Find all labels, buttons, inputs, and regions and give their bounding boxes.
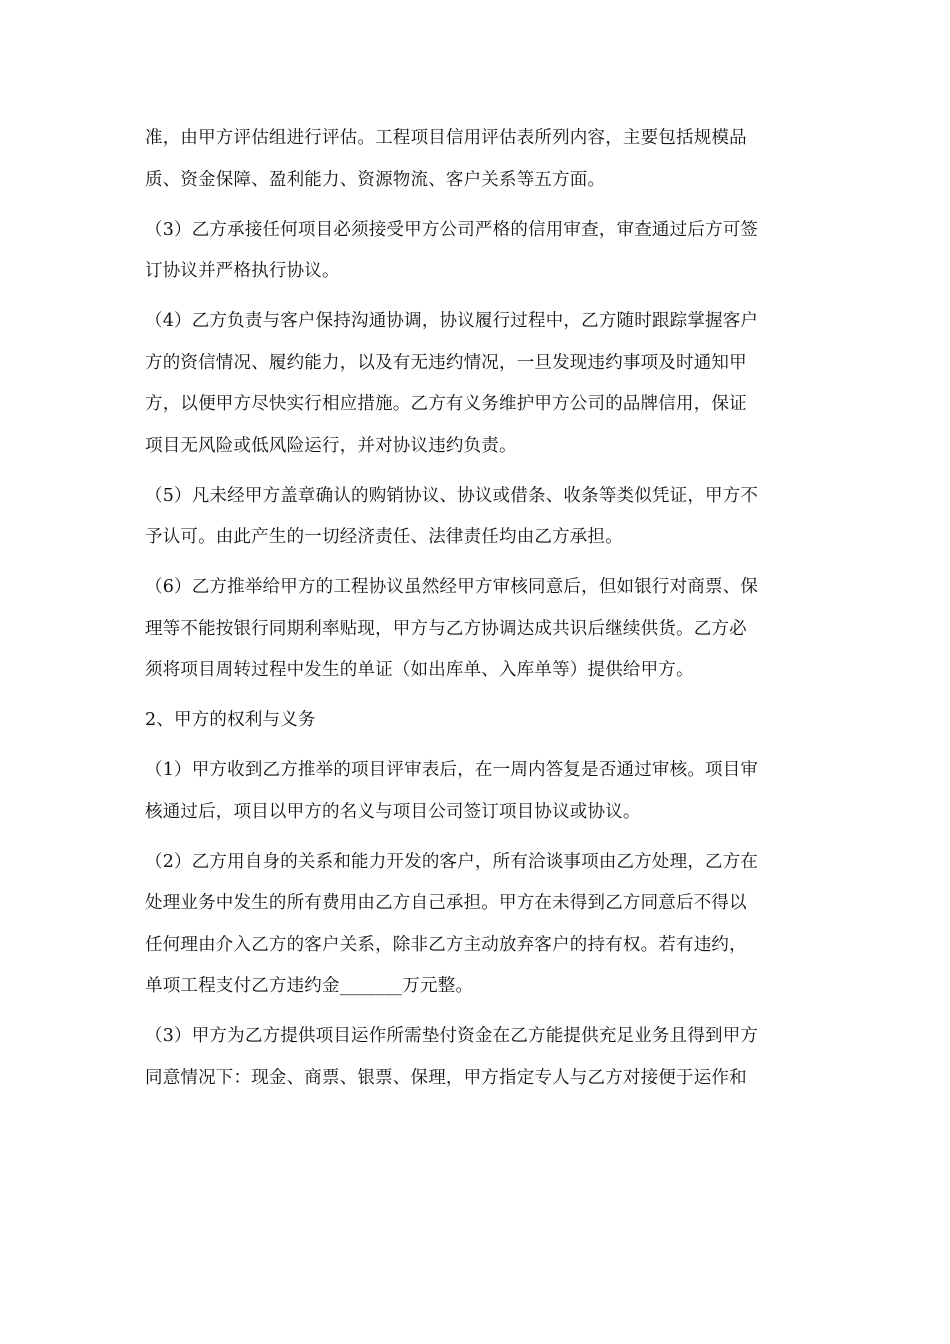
text-line: 方，以便甲方尽快实行相应措施。乙方有义务维护甲方公司的品牌信用，保证 xyxy=(145,394,747,414)
text-line: 项目无风险或低风险运行，并对协议违约负责。 xyxy=(145,435,517,456)
section-heading: 2、甲方的权利与义务 xyxy=(145,710,316,730)
paragraph-gap xyxy=(145,293,815,302)
text-line: 核通过后，项目以甲方的名义与项目公司签订项目协议或协议。 xyxy=(145,801,641,822)
text-line: 理等不能按银行同期利率贴现，甲方与乙方协调达成共识后继续供货。乙方必 xyxy=(145,618,747,639)
paragraph-gap xyxy=(145,1008,815,1017)
text-line: 质、资金保障、盈利能力、资源物流、客户关系等五方面。 xyxy=(145,169,606,190)
text-line: （5）凡未经甲方盖章确认的购销协议、协议或借条、收条等类似凭证，甲方不 xyxy=(145,485,759,506)
text-line: （6）乙方推举给甲方的工程协议虽然经甲方审核同意后，但如银行对商票、保 xyxy=(145,577,759,597)
text-line: 任何理由介入乙方的客户关系，除非乙方主动放弃客户的持有权。若有违约， xyxy=(145,934,747,955)
paragraph-gap xyxy=(145,742,815,751)
document-body xyxy=(145,118,815,1099)
text-line: 须将项目周转过程中发生的单证（如出库单、入库单等）提供给甲方。 xyxy=(145,660,694,680)
text-line: 方的资信情况、履约能力，以及有无违约情况，一旦发现违约事项及时通知甲 xyxy=(145,352,747,373)
text-line: （4）乙方负责与客户保持沟通协调，协议履行过程中，乙方随时跟踪掌握客户 xyxy=(145,311,759,331)
text-line: 予认可。由此产生的一切经济责任、法律责任均由乙方承担。 xyxy=(145,527,623,547)
text-line: （3）甲方为乙方提供项目运作所需垫付资金在乙方能提供充足业务且得到甲方 xyxy=(145,1026,759,1046)
text-line: 同意情况下：现金、商票、银票、保理，甲方指定专人与乙方对接便于运作和 xyxy=(145,1067,747,1088)
text-line: 准，由甲方评估组进行评估。工程项目信用评估表所列内容，主要包括规模品 xyxy=(145,128,747,148)
paragraph-gap xyxy=(145,467,815,476)
text-line: （3）乙方承接任何项目必须接受甲方公司严格的信用审查，审查通过后方可签 xyxy=(145,219,759,240)
paragraph-gap xyxy=(145,692,815,701)
text-line: 单项工程支付乙方违约金_______万元整。 xyxy=(145,976,474,996)
paragraph-gap xyxy=(145,201,815,210)
text-line: 处理业务中发生的所有费用由乙方自己承担。甲方在未得到乙方同意后不得以 xyxy=(145,893,747,913)
text-line: （2）乙方用自身的关系和能力开发的客户，所有洽谈事项由乙方处理，乙方在 xyxy=(145,851,759,872)
paragraph-gap xyxy=(145,559,815,568)
paragraph-gap xyxy=(145,833,815,842)
text-line: （1）甲方收到乙方推举的项目评审表后，在一周内答复是否通过审核。项目审 xyxy=(145,760,759,780)
text-line: 订协议并严格执行协议。 xyxy=(145,261,340,281)
